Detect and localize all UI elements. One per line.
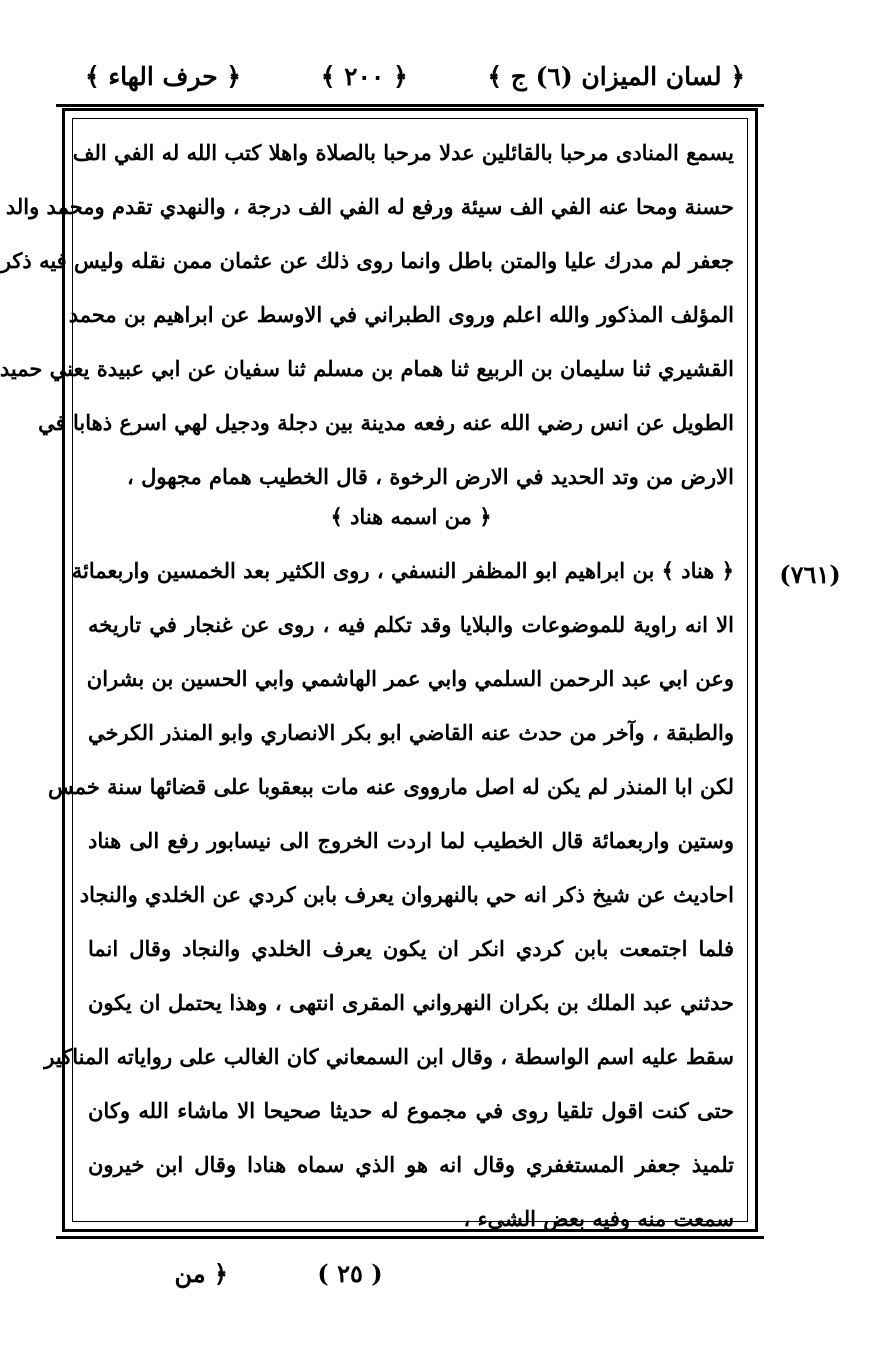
text-line: المؤلف المذكور والله اعلم وروى الطبراني في الاوسط عن ابراهيم بن محمد xyxy=(68,302,734,327)
running-header xyxy=(85,52,745,100)
text-line: حدثني عبد الملك بن بكران النهرواني المقرى انتهى ، وهذا يحتمل ان يكون xyxy=(88,990,734,1015)
text-line: الارض من وتد الحديد في الارض الرخوة ، قال الخطيب همام مجهول ، xyxy=(127,464,734,489)
text-line: لكن ابا المنذر لم يكن له اصل مارووى عنه مات ببعقوبا على قضائها سنة خمس xyxy=(47,774,734,799)
text-line: سقط عليه اسم الواسطة ، وقال ابن السمعاني كان الغالب على رواياته المناكير xyxy=(44,1044,734,1069)
entry-hannad-text xyxy=(44,544,734,1246)
text-line: حسنة ومحا عنه الفي الف سيئة ورفع له الفي الف درجة ، والنهدي تقدم ومحمد والد xyxy=(5,194,734,219)
section-heading: ﴿ من اسمه هناد ﴾ xyxy=(330,504,492,529)
text-line: الا انه راوية للموضوعات والبلايا وقد تكلم فيه ، روى عن غنجار في تاريخه xyxy=(88,612,734,637)
text-line: والطبقة ، وآخر من حدث عنه القاضي ابو بكر الانصاري وابو المنذر الكرخي xyxy=(88,720,734,745)
footer-catchword: ﴿ من xyxy=(174,1259,228,1288)
text-line: سمعت منه وفيه بعض الشيء ، xyxy=(463,1206,734,1231)
header-book-title: ﴿ لسان الميزان (٦) ج ﴾ xyxy=(487,61,745,91)
text-line: وعن ابي عبد الرحمن السلمي وابي عمر الهاشمي وابي الحسين بن بشران xyxy=(86,666,734,691)
footer-signature-number: ( ٢٥ ) xyxy=(317,1259,383,1288)
text-line: فلما اجتمعت بابن كردي انكر ان يكون يعرف الخلدي والنجاد وقال انما xyxy=(88,936,734,961)
text-line: الطويل عن انس رضي الله عنه رفعه مدينة بين دجلة ودجيل لهي اسرع ذهابا في xyxy=(38,410,734,435)
text-line: حتى كنت اقول تلقيا روى في مجموع له حديثا صحيحا الا ماشاء الله وكان xyxy=(88,1098,734,1123)
text-line: وستين واربعمائة قال الخطيب لما اردت الخروج الى نيسابور رفع الى هناد xyxy=(88,828,734,853)
text-line: احاديث عن شيخ ذكر انه حي بالنهروان يعرف بابن كردي عن الخلدي والنجاد xyxy=(79,882,734,907)
text-line: تلميذ جعفر المستغفري وقال انه هو الذي سماه هنادا وقال ابن خيرون xyxy=(88,1152,734,1177)
header-page-number: ﴿ ٢٠٠ ﴾ xyxy=(320,61,408,91)
header-chapter-title: ﴿ حرف الهاء ﴾ xyxy=(85,61,242,91)
text-line: ﴿ هناد ﴾ بن ابراهيم ابو المظفر النسفي ، روى الكثير بعد الخمسين واربعمائة xyxy=(71,558,734,583)
frame-top-rule xyxy=(56,104,764,107)
text-line: جعفر لم مدرك عليا والمتن باطل وانما روى ذلك عن عثمان ممن نقله وليس فيه ذكر xyxy=(0,248,734,273)
text-line: القشيري ثنا سليمان بن الربيع ثنا همام بن مسلم ثنا سفيان عن ابي عبيدة يعني حميد xyxy=(0,356,734,381)
entry-continued-text xyxy=(0,126,734,504)
entry-number: (٧٦١) xyxy=(779,560,841,589)
text-line: يسمع المنادى مرحبا بالقائلين عدلا مرحبا بالصلاة واهلا كتب الله له الفي الف xyxy=(72,140,734,165)
